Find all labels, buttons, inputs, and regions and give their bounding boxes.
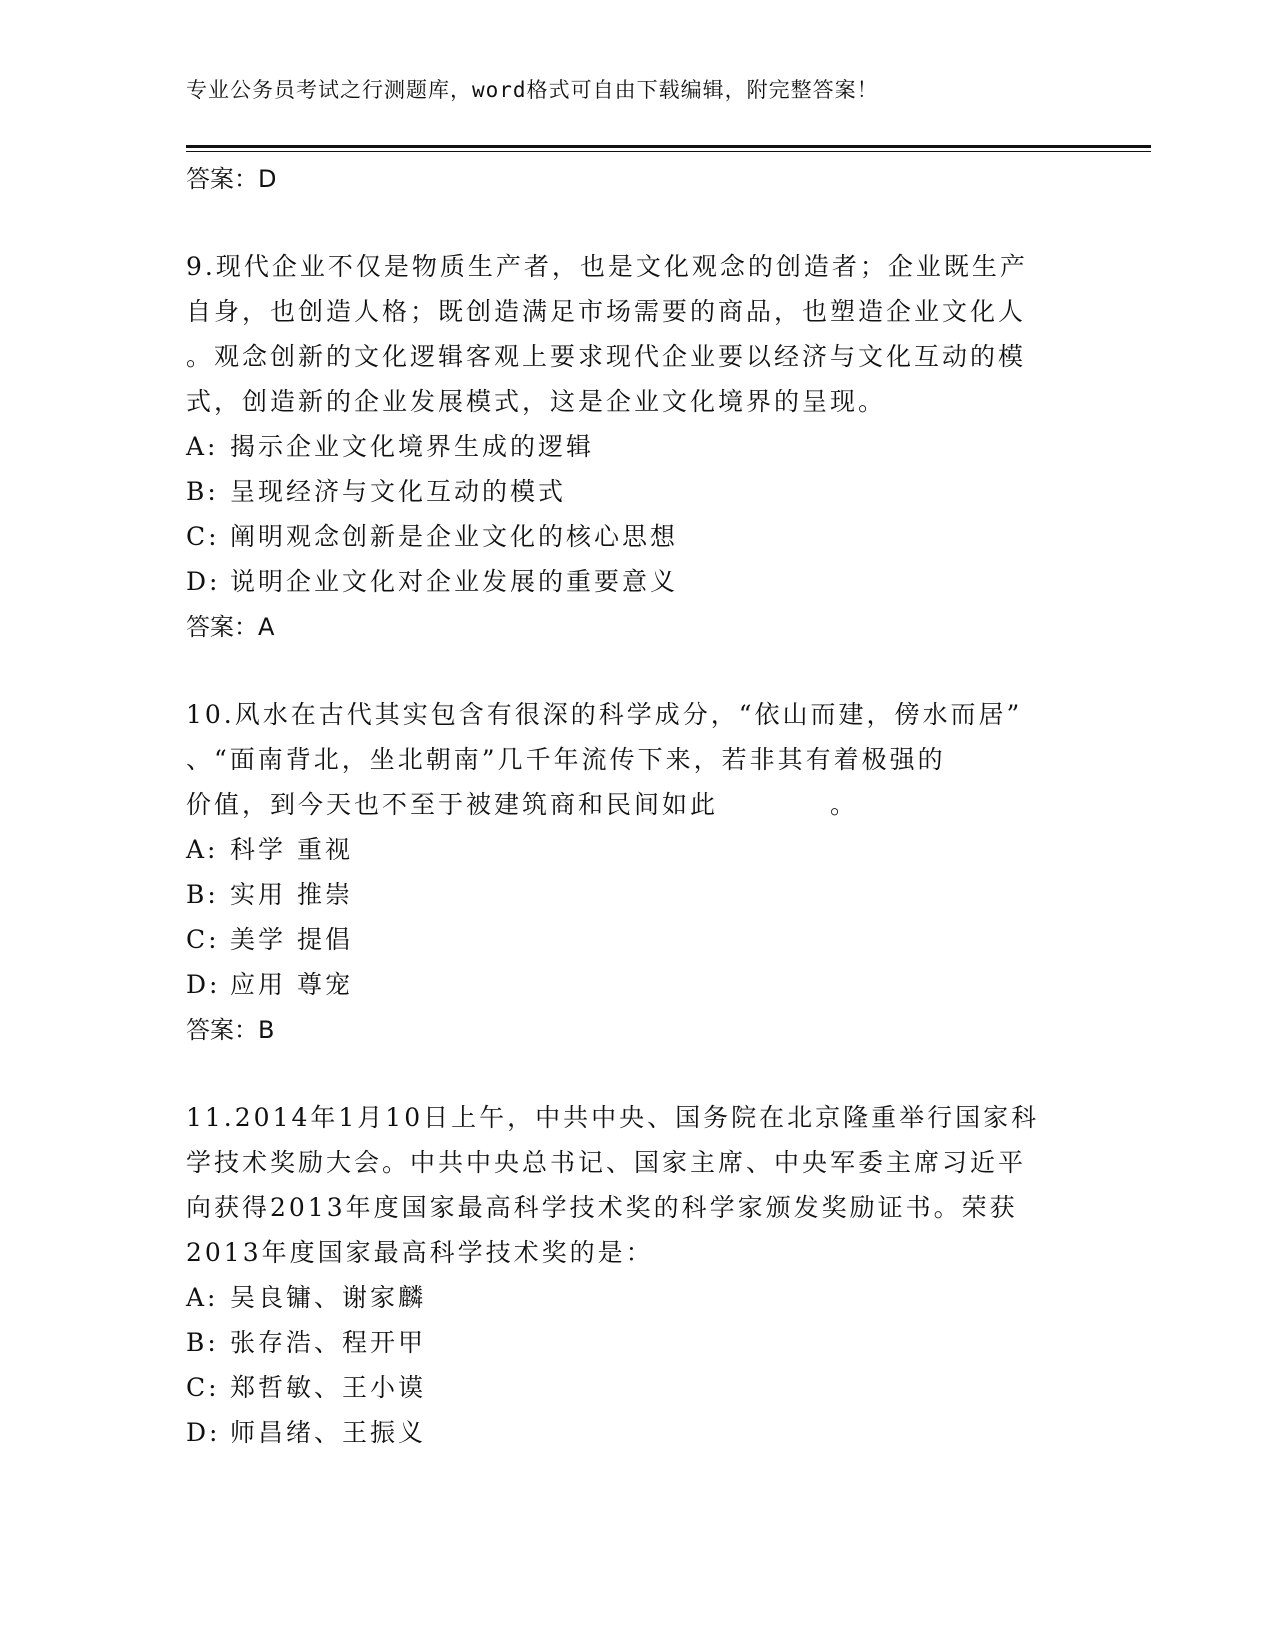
question-stem-line: 学技术奖励大会。中共中央总书记、国家主席、中央军委主席习近平 [186,1148,1027,1177]
option-key: D: [186,970,221,999]
option-key: D: [186,567,221,596]
question-answer: 答案：A [186,613,275,641]
question-stem-line: 价值，到今天也不至于被建筑商和民间如此 。 [186,790,859,819]
option-key: C: [186,522,220,551]
option-key: B: [186,880,219,909]
document-body [186,156,1076,1455]
option-text: 应用 尊宠 [230,970,353,999]
option-text: 师昌绪、王振义 [230,1418,427,1447]
header-rule-thin [186,151,1151,152]
option-key: A: [186,835,219,864]
option-c [186,917,1076,962]
question-stem-line: 、“面南背北，坐北朝南”几千年流传下来，若非其有着极强的 [186,745,946,774]
option-text: 阐明观念创新是企业文化的核心思想 [230,522,679,551]
option-b [186,1320,1076,1365]
option-a [186,424,1076,469]
option-text: 郑哲敏、王小谟 [230,1373,427,1402]
option-d [186,962,1076,1007]
question-stem-line: 2013年度国家最高科学技术奖的是： [186,1238,654,1267]
question-11 [186,1095,1076,1455]
option-text: 实用 推崇 [230,880,353,909]
question-stem-line: 式，创造新的企业发展模式，这是企业文化境界的呈现。 [186,387,887,416]
question-stem-line: 向获得2013年度国家最高科学技术奖的科学家颁发奖励证书。荣获 [186,1193,1018,1222]
question-stem-line: 10.风水在古代其实包含有很深的科学成分，“依山而建，傍水而居” [186,700,1023,729]
option-text: 科学 重视 [230,835,353,864]
question-stem [186,692,1076,827]
option-b [186,872,1076,917]
option-c [186,514,1076,559]
option-text: 揭示企业文化境界生成的逻辑 [230,432,595,461]
option-key: A: [186,432,219,461]
option-d [186,1410,1076,1455]
question-stem-line: 。观念创新的文化逻辑客观上要求现代企业要以经济与文化互动的模 [186,342,1027,371]
header-rule-thick [186,145,1151,148]
question-stem [186,244,1076,424]
option-d [186,559,1076,604]
question-stem [186,1095,1076,1275]
option-text: 张存浩、程开甲 [230,1328,427,1357]
option-a [186,1275,1076,1320]
option-text: 吴良镛、谢家麟 [230,1283,427,1312]
option-key: C: [186,1373,220,1402]
option-text: 美学 提倡 [230,925,353,954]
option-key: A: [186,1283,219,1312]
question-stem-line: 11.2014年1月10日上午，中共中央、国务院在北京隆重举行国家科 [186,1103,1040,1132]
previous-answer: 答案：D [186,165,277,193]
page-header-text: 专业公务员考试之行测题库，word格式可自由下载编辑，附完整答案！ [186,78,879,102]
option-key: B: [186,1328,219,1357]
option-key: D: [186,1418,221,1447]
option-text: 说明企业文化对企业发展的重要意义 [230,567,679,596]
question-9 [186,244,1076,650]
option-text: 呈现经济与文化互动的模式 [230,477,567,506]
option-a [186,827,1076,872]
option-key: C: [186,925,220,954]
question-answer: 答案：B [186,1016,275,1044]
question-stem-line: 9.现代企业不仅是物质生产者，也是文化观念的创造者；企业既生产 [186,252,1028,281]
option-b [186,469,1076,514]
option-c [186,1365,1076,1410]
option-key: B: [186,477,219,506]
question-stem-line: 自身，也创造人格；既创造满足市场需要的商品，也塑造企业文化人 [186,297,1027,326]
question-10 [186,692,1076,1053]
